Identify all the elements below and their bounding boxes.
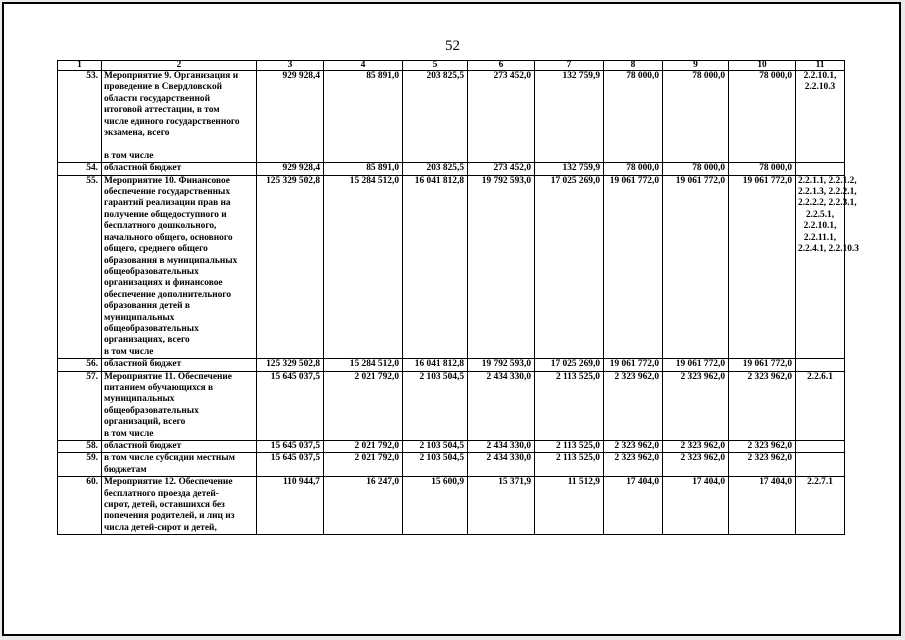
description-line (104, 139, 254, 150)
amount-cell: 78 000,0 (729, 71, 796, 163)
amount-cell: 2 113 525,0 (535, 441, 604, 453)
amount-cell: 17 404,0 (729, 477, 796, 535)
amount-cell: 16 041 812,8 (403, 359, 468, 371)
row-description (102, 477, 257, 535)
amount-cell: 2 323 962,0 (604, 453, 663, 477)
budget-table (57, 60, 859, 535)
target-codes (796, 359, 845, 371)
code-line: 2.2.10.3 (804, 82, 836, 93)
description-line: организациях, всего (104, 335, 190, 346)
description-line: Мероприятие 10. Финансовое (104, 175, 230, 186)
table-row (58, 441, 845, 453)
description-line: образования детей в (104, 301, 190, 312)
amount-cell: 110 944,7 (257, 477, 324, 535)
amount-cell: 19 061 772,0 (604, 359, 663, 371)
code-line: 2.2.10.1, (803, 221, 837, 232)
amount-cell: 19 061 772,0 (604, 175, 663, 359)
code-line: 2.2.1.1, 2.2.1.2, (798, 175, 857, 186)
amount-cell: 2 323 962,0 (663, 441, 729, 453)
amount-cell: 2 323 962,0 (663, 453, 729, 477)
amount-cell: 15 645 037,5 (257, 453, 324, 477)
column-header: 11 (796, 61, 845, 71)
description-line: общего, среднего общего (104, 244, 208, 255)
description-line: в том числе субсидии местным (104, 453, 236, 464)
column-header: 2 (102, 61, 257, 71)
row-description (102, 175, 257, 359)
description-line: числа детей-сирот и детей, (104, 522, 217, 533)
amount-cell: 203 825,5 (403, 163, 468, 175)
amount-cell: 2 434 330,0 (468, 371, 535, 440)
description-line: попечения родителей, и лиц из (104, 511, 235, 522)
code-line: 2.2.5.1, (805, 209, 835, 220)
table-row (58, 163, 845, 175)
description-line: областной бюджет (104, 359, 182, 370)
description-line: областной бюджет (104, 163, 182, 174)
amount-cell: 2 113 525,0 (535, 453, 604, 477)
amount-cell: 2 323 962,0 (729, 453, 796, 477)
description-line: в том числе (104, 346, 154, 357)
description-line: гарантий реализации прав на (104, 198, 231, 209)
amount-cell: 78 000,0 (604, 163, 663, 175)
description-line: Мероприятие 11. Обеспечение (104, 371, 232, 382)
amount-cell: 132 759,9 (535, 71, 604, 163)
amount-cell: 2 323 962,0 (729, 441, 796, 453)
description-line: образования в муниципальных (104, 255, 238, 266)
amount-cell: 273 452,0 (468, 163, 535, 175)
amount-cell: 125 329 502,8 (257, 175, 324, 359)
amount-cell: 17 404,0 (663, 477, 729, 535)
description-line: бесплатного проезда детей- (104, 488, 219, 499)
amount-cell: 78 000,0 (729, 163, 796, 175)
column-header: 1 (58, 61, 102, 71)
description-line: Мероприятие 9. Организация и (104, 71, 239, 81)
code-line: 2.2.6.1 (807, 371, 833, 382)
amount-cell: 78 000,0 (604, 71, 663, 163)
amount-cell: 15 371,9 (468, 477, 535, 535)
description-line: области государственной (104, 93, 210, 104)
description-line: общеобразовательных (104, 266, 199, 277)
column-header: 4 (324, 61, 403, 71)
amount-cell: 78 000,0 (663, 71, 729, 163)
table-row (58, 359, 845, 371)
code-line: 2.2.11.1, (803, 232, 837, 243)
amount-cell: 2 113 525,0 (535, 371, 604, 440)
target-codes (796, 71, 845, 163)
target-codes (796, 175, 859, 359)
row-number: 59. (58, 453, 102, 477)
header-row (58, 61, 845, 71)
amount-cell: 19 792 593,0 (468, 359, 535, 371)
row-description (102, 71, 257, 163)
row-number: 55. (58, 175, 102, 359)
amount-cell: 85 891,0 (324, 163, 403, 175)
table-row (58, 477, 845, 535)
amount-cell: 203 825,5 (403, 71, 468, 163)
target-codes (796, 477, 845, 535)
amount-cell: 929 928,4 (257, 163, 324, 175)
amount-cell: 2 103 504,5 (403, 453, 468, 477)
description-line: сирот, детей, оставшихся без (104, 500, 225, 511)
table-row (58, 71, 845, 163)
amount-cell: 273 452,0 (468, 71, 535, 163)
amount-cell: 125 329 502,8 (257, 359, 324, 371)
description-line: Мероприятие 12. Обеспечение (104, 477, 233, 488)
amount-cell: 2 434 330,0 (468, 441, 535, 453)
description-line: бюджетам (104, 464, 147, 475)
code-line: 2.2.1.3, 2.2.2.1, (798, 187, 857, 198)
row-description (102, 453, 257, 477)
amount-cell: 16 041 812,8 (403, 175, 468, 359)
amount-cell: 17 025 269,0 (535, 359, 604, 371)
amount-cell: 2 021 792,0 (324, 453, 403, 477)
column-header: 9 (663, 61, 729, 71)
row-number: 54. (58, 163, 102, 175)
table-row (58, 175, 845, 359)
code-line: 2.2.10.1, (803, 71, 837, 81)
target-codes (796, 163, 845, 175)
table-row (58, 453, 845, 477)
amount-cell: 17 025 269,0 (535, 175, 604, 359)
column-header: 8 (604, 61, 663, 71)
page-number: 52 (445, 38, 460, 54)
description-line: начального общего, основного (104, 232, 233, 243)
column-header: 7 (535, 61, 604, 71)
description-line: получение общедоступного и (104, 209, 227, 220)
description-line: муниципальных (104, 394, 175, 405)
column-header: 6 (468, 61, 535, 71)
amount-cell: 15 645 037,5 (257, 441, 324, 453)
row-number: 58. (58, 441, 102, 453)
description-line: организаций, всего (104, 417, 186, 428)
amount-cell: 2 021 792,0 (324, 441, 403, 453)
amount-cell: 19 061 772,0 (663, 175, 729, 359)
amount-cell: 17 404,0 (604, 477, 663, 535)
amount-cell: 2 323 962,0 (663, 371, 729, 440)
amount-cell: 2 103 504,5 (403, 441, 468, 453)
amount-cell: 15 645 037,5 (257, 371, 324, 440)
column-header: 3 (257, 61, 324, 71)
row-number: 57. (58, 371, 102, 440)
description-line: бесплатного дошкольного, (104, 221, 217, 232)
row-description (102, 359, 257, 371)
amount-cell: 19 061 772,0 (663, 359, 729, 371)
description-line: общеобразовательных (104, 323, 199, 334)
amount-cell: 19 792 593,0 (468, 175, 535, 359)
table-body (58, 71, 859, 535)
amount-cell: 19 061 772,0 (729, 175, 796, 359)
description-line: организациях и финансовое (104, 278, 223, 289)
description-line: проведение в Свердловской (104, 82, 223, 93)
column-header: 10 (729, 61, 796, 71)
target-codes (796, 441, 845, 453)
amount-cell: 15 284 512,0 (324, 359, 403, 371)
row-description (102, 441, 257, 453)
target-codes (796, 453, 845, 477)
description-line: итоговой аттестации, в том (104, 105, 220, 116)
description-line: обеспечение государственных (104, 187, 231, 198)
amount-cell: 16 247,0 (324, 477, 403, 535)
code-line: 2.2.7.1 (807, 477, 833, 488)
target-codes (796, 371, 845, 440)
amount-cell: 19 061 772,0 (729, 359, 796, 371)
description-line: числе единого государственного (104, 116, 240, 127)
description-line: областной бюджет (104, 441, 182, 451)
description-line: общеобразовательных (104, 405, 199, 416)
code-line: 2.2.4.1, 2.2.10.3 (798, 244, 859, 255)
amount-cell: 15 284 512,0 (324, 175, 403, 359)
amount-cell: 132 759,9 (535, 163, 604, 175)
row-number: 53. (58, 71, 102, 163)
amount-cell: 2 434 330,0 (468, 453, 535, 477)
description-line: обеспечение дополнительного (104, 289, 232, 300)
description-line: в том числе (104, 150, 154, 161)
row-description (102, 371, 257, 440)
description-line: экзамена, всего (104, 128, 170, 139)
amount-cell: 2 323 962,0 (604, 441, 663, 453)
row-number: 56. (58, 359, 102, 371)
table-row (58, 371, 845, 440)
amount-cell: 11 512,9 (535, 477, 604, 535)
amount-cell: 2 323 962,0 (604, 371, 663, 440)
column-header: 5 (403, 61, 468, 71)
amount-cell: 78 000,0 (663, 163, 729, 175)
description-line: муниципальных (104, 312, 175, 323)
description-line: питанием обучающихся в (104, 382, 214, 393)
row-description (102, 163, 257, 175)
amount-cell: 2 021 792,0 (324, 371, 403, 440)
description-line: в том числе (104, 428, 154, 439)
amount-cell: 929 928,4 (257, 71, 324, 163)
amount-cell: 2 323 962,0 (729, 371, 796, 440)
amount-cell: 2 103 504,5 (403, 371, 468, 440)
row-number: 60. (58, 477, 102, 535)
amount-cell: 15 600,9 (403, 477, 468, 535)
code-line: 2.2.2.2, 2.2.3.1, (798, 198, 857, 209)
amount-cell: 85 891,0 (324, 71, 403, 163)
